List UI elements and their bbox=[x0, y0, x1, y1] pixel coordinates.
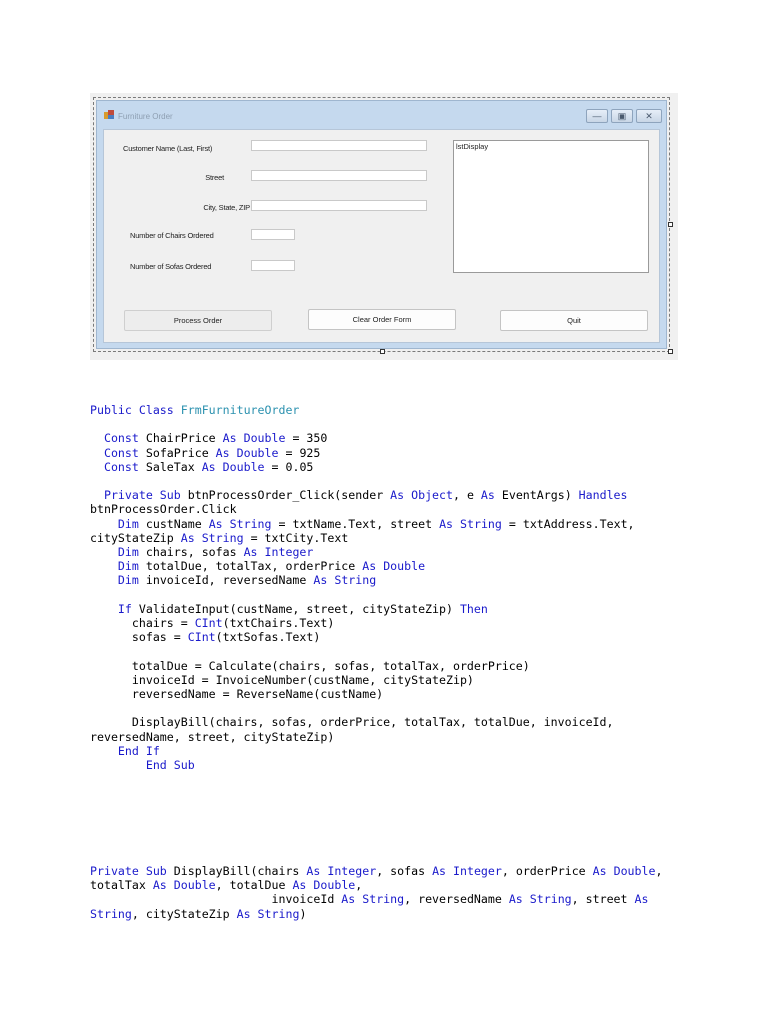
code-token bbox=[90, 446, 104, 460]
code-token: Const bbox=[103, 431, 139, 446]
code-line bbox=[90, 758, 635, 772]
code-token bbox=[90, 602, 118, 616]
code-token: chairs, sofas bbox=[138, 545, 244, 560]
app-icon bbox=[104, 110, 114, 119]
code-token: reversedName = ReverseName(custName) bbox=[90, 687, 384, 702]
code-token bbox=[90, 545, 118, 559]
code-token: chairs = bbox=[90, 616, 195, 631]
code-token: As bbox=[432, 864, 447, 878]
code-token: invoiceId, reversedName bbox=[138, 573, 314, 588]
code-token bbox=[90, 488, 104, 502]
code-token: String bbox=[229, 516, 272, 531]
window-title: Furniture Order bbox=[118, 112, 173, 121]
title-bar[interactable] bbox=[97, 101, 666, 128]
code-token: CInt bbox=[187, 630, 216, 645]
code-token: As bbox=[236, 906, 251, 921]
minimize-button[interactable]: — bbox=[586, 109, 608, 123]
customer-name-label: Customer Name (Last, First) bbox=[123, 144, 213, 153]
code-token: As bbox=[292, 878, 307, 893]
code-token: Object bbox=[411, 488, 453, 503]
code-token bbox=[251, 907, 258, 921]
code-token: As bbox=[362, 559, 377, 574]
code-token: Dim bbox=[117, 516, 139, 531]
code-line bbox=[90, 417, 635, 431]
code-line bbox=[90, 630, 635, 644]
code-token bbox=[90, 573, 118, 587]
code-line bbox=[90, 687, 635, 701]
code-line bbox=[90, 588, 635, 602]
code-token: String bbox=[334, 573, 377, 588]
code-token: totalDue = Calculate(chairs, sofas, totalTax, orderPrice) bbox=[90, 658, 530, 673]
code-token: sofas = bbox=[90, 630, 188, 645]
street-label: Street bbox=[205, 173, 224, 182]
code-token: As bbox=[634, 892, 649, 907]
code-token: SofaPrice bbox=[138, 445, 216, 460]
code-token: End Sub bbox=[145, 758, 195, 773]
code-token: Const bbox=[103, 445, 139, 460]
code-token bbox=[446, 864, 453, 878]
code-line bbox=[90, 744, 635, 758]
process-order-button[interactable]: Process Order bbox=[124, 310, 272, 331]
code-token: , cityStateZip bbox=[131, 906, 237, 921]
code-token: Dim bbox=[117, 573, 139, 588]
code-token bbox=[230, 446, 237, 460]
code-token: Integer bbox=[264, 545, 314, 560]
code-token: Double bbox=[173, 878, 216, 893]
code-token bbox=[90, 559, 118, 573]
code-token: Double bbox=[243, 431, 286, 446]
sofas-label: Number of Sofas Ordered bbox=[130, 262, 212, 271]
chairs-input[interactable] bbox=[251, 229, 295, 240]
code-token: Double bbox=[383, 559, 426, 574]
code-token: FrmFurnitureOrder bbox=[180, 403, 300, 417]
code-line bbox=[90, 892, 662, 906]
code-token: Double bbox=[613, 864, 656, 878]
code-token: Const bbox=[103, 459, 139, 474]
code-line bbox=[90, 474, 635, 488]
code-line bbox=[90, 673, 635, 687]
resize-handle-corner[interactable] bbox=[668, 349, 673, 354]
code-line bbox=[90, 878, 662, 892]
code-line bbox=[90, 644, 635, 658]
code-token: (txtChairs.Text) bbox=[222, 616, 335, 631]
code-line bbox=[90, 403, 635, 417]
sofas-input[interactable] bbox=[251, 260, 295, 271]
resize-handle-bottom[interactable] bbox=[380, 349, 385, 354]
code-token: DisplayBill(chairs, sofas, orderPrice, totalTax, totalDue, invoiceId, bbox=[90, 715, 614, 730]
code-token bbox=[237, 431, 244, 445]
clear-order-form-button[interactable]: Clear Order Form bbox=[308, 309, 456, 330]
code-token: , reversedName bbox=[404, 892, 509, 907]
code-token: As bbox=[215, 445, 230, 460]
code-token: As bbox=[222, 431, 237, 446]
code-token: , e bbox=[453, 488, 481, 503]
code-token bbox=[607, 864, 614, 878]
code-token: ) bbox=[299, 906, 307, 921]
code-token bbox=[523, 892, 530, 906]
code-line bbox=[90, 446, 635, 460]
code-token: ChairPrice bbox=[138, 431, 223, 446]
code-token: SaleTax bbox=[138, 459, 202, 474]
code-line bbox=[90, 531, 635, 545]
code-token: Dim bbox=[117, 545, 139, 560]
code-token bbox=[453, 517, 460, 531]
code-token: As bbox=[439, 516, 454, 531]
code-token: Double bbox=[236, 445, 279, 460]
code-line bbox=[90, 517, 635, 531]
code-token: , sofas bbox=[376, 864, 433, 878]
code-token: As bbox=[313, 573, 328, 588]
code-token: = 925 bbox=[278, 445, 321, 460]
code-token: As bbox=[341, 892, 356, 907]
code-token: Private Sub bbox=[90, 864, 167, 878]
close-button[interactable]: ✕ bbox=[636, 109, 662, 123]
code-token bbox=[90, 460, 104, 474]
code-token: , orderPrice bbox=[501, 864, 593, 878]
code-token: reversedName, street, cityStateZip) bbox=[90, 729, 335, 744]
code-token bbox=[216, 460, 223, 474]
code-token: DisplayBill(chairs bbox=[166, 864, 307, 878]
code-token: = txtCity.Text bbox=[243, 530, 349, 545]
code-token bbox=[258, 545, 265, 559]
code-token: = txtName.Text, street bbox=[271, 516, 440, 531]
code-token: As bbox=[180, 530, 195, 545]
code-token: As bbox=[243, 545, 258, 560]
code-token bbox=[90, 744, 118, 758]
code-line bbox=[90, 864, 662, 878]
code-token: String bbox=[529, 892, 572, 907]
chairs-label: Number of Chairs Ordered bbox=[130, 231, 214, 240]
code-line bbox=[90, 730, 635, 744]
code-block-main bbox=[90, 403, 635, 772]
code-token: As bbox=[306, 864, 321, 878]
code-line bbox=[90, 545, 635, 559]
code-token bbox=[90, 517, 118, 531]
code-line bbox=[90, 616, 635, 630]
code-line bbox=[90, 715, 635, 729]
code-token: String bbox=[201, 530, 244, 545]
code-token: As bbox=[201, 459, 216, 474]
city-state-zip-input[interactable] bbox=[251, 200, 427, 211]
code-token: As bbox=[508, 892, 523, 907]
code-token: = 0.05 bbox=[264, 459, 314, 474]
code-line bbox=[90, 907, 662, 921]
code-line bbox=[90, 701, 635, 715]
code-token: , street bbox=[571, 892, 635, 907]
code-token bbox=[195, 531, 202, 545]
code-token: String bbox=[460, 516, 502, 531]
code-token: Private Sub bbox=[103, 488, 181, 503]
code-token: , totalDue bbox=[215, 878, 293, 893]
code-token: If bbox=[117, 601, 132, 616]
code-line bbox=[90, 460, 635, 474]
furniture-order-window bbox=[96, 100, 667, 349]
code-block-displaybill bbox=[90, 864, 662, 921]
code-token: As bbox=[208, 516, 223, 531]
code-token: CInt bbox=[194, 616, 223, 631]
code-token: Handles bbox=[578, 488, 628, 503]
code-token bbox=[90, 758, 146, 772]
code-token: Then bbox=[459, 601, 488, 616]
code-token: As bbox=[152, 878, 167, 893]
resize-handle-right[interactable] bbox=[668, 222, 673, 227]
code-token: invoiceId bbox=[90, 892, 342, 907]
code-token: End If bbox=[117, 743, 160, 758]
code-token: As bbox=[390, 488, 405, 503]
code-token: custName bbox=[138, 516, 209, 531]
code-token: Public Class bbox=[90, 403, 181, 417]
code-token: totalDue, totalTax, orderPrice bbox=[138, 559, 363, 574]
code-token: invoiceId = InvoiceNumber(custName, cityStateZip) bbox=[90, 672, 474, 687]
code-line bbox=[90, 488, 635, 502]
code-token: As bbox=[592, 864, 607, 878]
form-client-area bbox=[103, 129, 660, 343]
code-token: String bbox=[90, 906, 132, 921]
code-token: (txtSofas.Text) bbox=[215, 630, 321, 645]
code-token bbox=[90, 431, 104, 445]
code-line bbox=[90, 502, 635, 516]
code-token: String bbox=[362, 892, 405, 907]
street-input[interactable] bbox=[251, 170, 427, 181]
code-token bbox=[223, 517, 230, 531]
code-token: btnProcessOrder_Click(sender bbox=[180, 488, 391, 503]
code-token: totalTax bbox=[90, 878, 153, 893]
code-token: cityStateZip bbox=[90, 530, 181, 545]
code-token: EventArgs) bbox=[494, 488, 579, 503]
code-token: , bbox=[655, 864, 663, 878]
code-token: Integer bbox=[453, 864, 502, 878]
code-token: Dim bbox=[117, 559, 139, 574]
code-line bbox=[90, 602, 635, 616]
code-token: btnProcessOrder.Click bbox=[90, 502, 237, 517]
code-token: As bbox=[480, 488, 495, 503]
code-line bbox=[90, 659, 635, 673]
code-token: = txtAddress.Text, bbox=[501, 516, 635, 531]
code-line bbox=[90, 431, 635, 445]
code-line bbox=[90, 573, 635, 587]
code-line bbox=[90, 559, 635, 573]
quit-button[interactable]: Quit bbox=[500, 310, 648, 331]
code-token: , bbox=[355, 878, 363, 893]
code-token: = 350 bbox=[285, 431, 328, 446]
code-token: String bbox=[257, 906, 300, 921]
code-token: Double bbox=[313, 878, 356, 893]
lst-display-listbox[interactable]: lstDisplay bbox=[453, 140, 649, 273]
code-token: ValidateInput(custName, street, cityStateZip) bbox=[131, 601, 460, 616]
code-token: Double bbox=[222, 459, 265, 474]
maximize-button[interactable]: ▣ bbox=[611, 109, 633, 123]
customer-name-input[interactable] bbox=[251, 140, 427, 151]
code-token: Integer bbox=[327, 864, 377, 878]
city-state-zip-label: City, State, ZIP bbox=[203, 203, 250, 212]
code-token bbox=[167, 878, 174, 892]
